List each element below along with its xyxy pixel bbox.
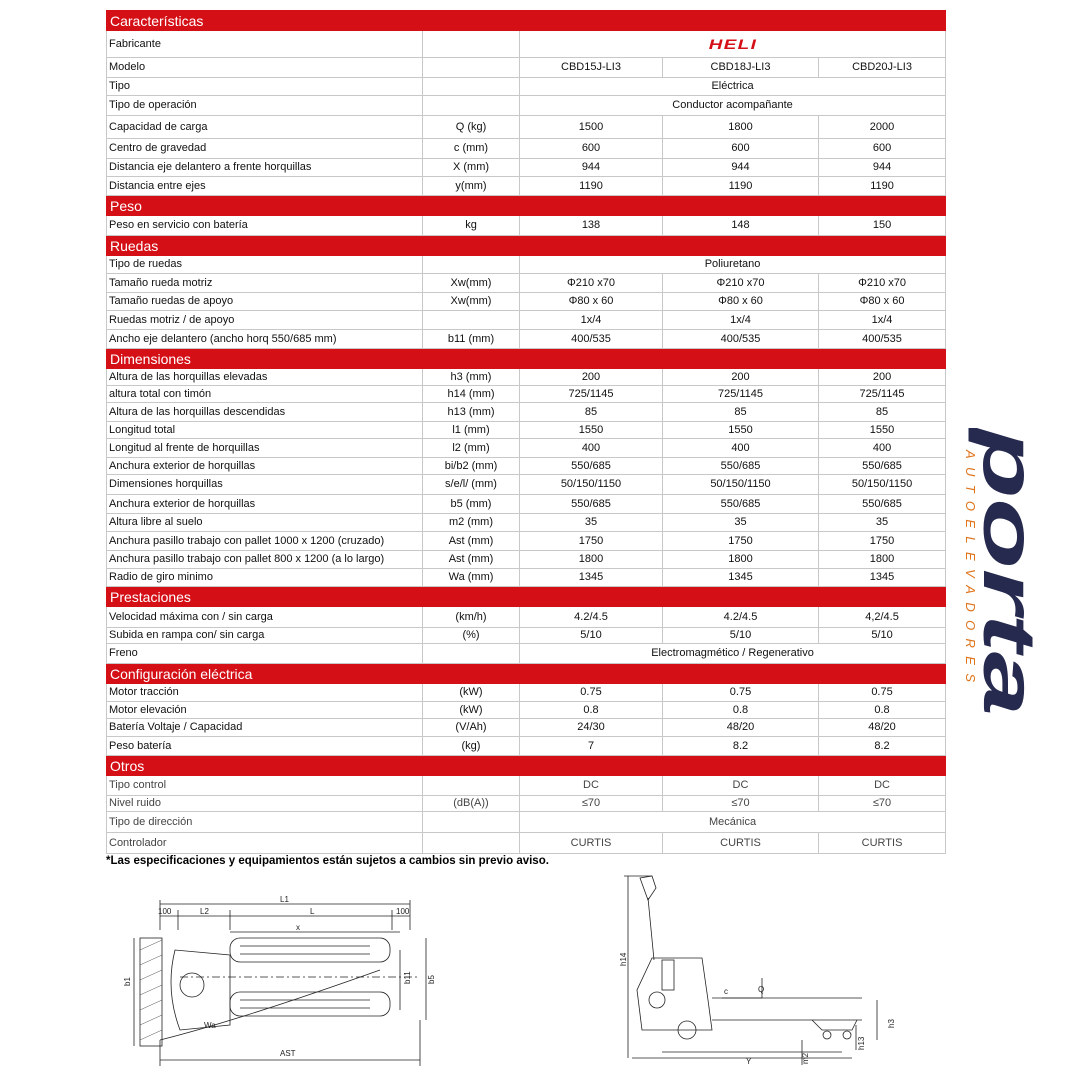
section-header — [107, 349, 946, 369]
row-value: 400 — [663, 439, 819, 458]
row-value: 0.8 — [819, 702, 946, 719]
row-label: Controlador — [107, 833, 423, 854]
section-title: Características — [107, 11, 946, 31]
dim-c: c — [724, 987, 728, 996]
row-value: 4.2/4.5 — [520, 607, 663, 628]
section-header — [107, 236, 946, 256]
row-unit: s/e/l/ (mm) — [423, 475, 520, 495]
dim-b1: b1 — [123, 977, 132, 986]
row-label: Subida en rampa con/ sin carga — [107, 628, 423, 644]
row-value: 400 — [520, 439, 663, 458]
table-row — [107, 796, 946, 812]
row-value: 1550 — [663, 422, 819, 439]
side-view-drawing — [612, 870, 902, 1075]
row-value: 944 — [819, 159, 946, 177]
row-value: 4,2/4.5 — [819, 607, 946, 628]
row-value: 550/685 — [819, 458, 946, 475]
row-unit — [423, 311, 520, 330]
table-row — [107, 551, 946, 569]
dim-m2: m2 — [801, 1052, 810, 1064]
row-unit — [423, 31, 520, 58]
table-row — [107, 833, 946, 854]
table-row — [107, 458, 946, 475]
table-row — [107, 475, 946, 495]
dim-100b: 100 — [396, 907, 410, 916]
row-value: CURTIS — [819, 833, 946, 854]
row-value: 85 — [520, 403, 663, 422]
row-unit — [423, 58, 520, 78]
porta-brand-logo — [958, 428, 1038, 718]
row-label: Motor tracción — [107, 684, 423, 702]
section-header — [107, 196, 946, 216]
row-value: 1345 — [819, 569, 946, 587]
row-value: 148 — [663, 216, 819, 236]
table-row — [107, 256, 946, 274]
row-value-span: Conductor acompañante — [520, 96, 946, 116]
row-value: 600 — [520, 139, 663, 159]
dim-l1: L1 — [280, 895, 289, 904]
row-value: 35 — [520, 514, 663, 532]
row-value: CURTIS — [663, 833, 819, 854]
row-label: Distancia entre ejes — [107, 177, 423, 196]
row-value: 550/685 — [663, 495, 819, 514]
row-unit: Ast (mm) — [423, 551, 520, 569]
row-value: 550/685 — [819, 495, 946, 514]
row-value: 944 — [520, 159, 663, 177]
brand-name: porta — [968, 428, 1038, 613]
row-value: CBD20J-LI3 — [819, 58, 946, 78]
row-value: 944 — [663, 159, 819, 177]
row-value: CBD18J-LI3 — [663, 58, 819, 78]
row-label: Ruedas motriz / de apoyo — [107, 311, 423, 330]
row-unit: (kg) — [423, 737, 520, 756]
row-unit — [423, 644, 520, 664]
table-row — [107, 311, 946, 330]
row-value: 138 — [520, 216, 663, 236]
row-value: DC — [663, 776, 819, 796]
row-unit: kg — [423, 216, 520, 236]
row-unit — [423, 776, 520, 796]
dim-h14: h14 — [619, 952, 628, 966]
row-value: 4.2/4.5 — [663, 607, 819, 628]
table-row — [107, 495, 946, 514]
row-label: Tipo de ruedas — [107, 256, 423, 274]
row-label: Batería Voltaje / Capacidad — [107, 719, 423, 737]
table-row — [107, 274, 946, 293]
row-label: Modelo — [107, 58, 423, 78]
row-value-span: Electromagmético / Regenerativo — [520, 644, 946, 664]
row-value: 50/150/1150 — [520, 475, 663, 495]
table-row — [107, 330, 946, 349]
row-label: Ancho eje delantero (ancho horq 550/685 mm) — [107, 330, 423, 349]
heli-logo: HELI — [708, 35, 757, 52]
row-value: 150 — [819, 216, 946, 236]
row-value: 400/535 — [663, 330, 819, 349]
row-label: Tipo control — [107, 776, 423, 796]
row-value-span: Poliuretano — [520, 256, 946, 274]
row-label: Nivel ruido — [107, 796, 423, 812]
row-value: 7 — [520, 737, 663, 756]
row-value: 1190 — [663, 177, 819, 196]
row-value: 1190 — [819, 177, 946, 196]
row-label: Centro de gravedad — [107, 139, 423, 159]
table-row — [107, 177, 946, 196]
row-value: Φ80 x 60 — [520, 293, 663, 311]
row-unit: Q (kg) — [423, 116, 520, 139]
manufacturer-cell — [520, 31, 946, 58]
row-unit: c (mm) — [423, 139, 520, 159]
section-title: Dimensiones — [107, 349, 946, 369]
row-value: 1800 — [663, 116, 819, 139]
row-value: 48/20 — [663, 719, 819, 737]
row-unit: b5 (mm) — [423, 495, 520, 514]
row-label: Tipo de operación — [107, 96, 423, 116]
row-value: 50/150/1150 — [819, 475, 946, 495]
row-value: ≤70 — [663, 796, 819, 812]
row-value: 1x/4 — [520, 311, 663, 330]
row-value: 1800 — [819, 551, 946, 569]
table-row — [107, 702, 946, 719]
section-title: Peso — [107, 196, 946, 216]
dim-x: x — [296, 923, 300, 932]
row-value: 200 — [663, 369, 819, 386]
row-value: 50/150/1150 — [663, 475, 819, 495]
section-title: Configuración eléctrica — [107, 664, 946, 684]
row-unit: (V/Ah) — [423, 719, 520, 737]
row-value: 35 — [663, 514, 819, 532]
row-label: Tipo de dirección — [107, 812, 423, 833]
row-label: Altura libre al suelo — [107, 514, 423, 532]
row-value: DC — [520, 776, 663, 796]
row-value: 725/1145 — [663, 386, 819, 403]
table-row — [107, 96, 946, 116]
row-unit: X (mm) — [423, 159, 520, 177]
brand-tagline: AUTOELEVADORES — [963, 450, 978, 682]
section-header — [107, 587, 946, 607]
row-value: 725/1145 — [520, 386, 663, 403]
table-row — [107, 439, 946, 458]
row-value: 400/535 — [520, 330, 663, 349]
row-label: Tipo — [107, 78, 423, 96]
row-unit: Wa (mm) — [423, 569, 520, 587]
row-value: Φ210 x70 — [819, 274, 946, 293]
row-label: Radio de giro minimo — [107, 569, 423, 587]
row-label: Dimensiones horquillas — [107, 475, 423, 495]
spec-table — [106, 10, 946, 854]
table-row — [107, 737, 946, 756]
row-unit: Xw(mm) — [423, 293, 520, 311]
table-row — [107, 569, 946, 587]
table-row — [107, 403, 946, 422]
row-label: Anchura exterior de horquillas — [107, 458, 423, 475]
row-value: 1345 — [663, 569, 819, 587]
row-value: Φ210 x70 — [520, 274, 663, 293]
row-label: Altura de las horquillas descendidas — [107, 403, 423, 422]
row-value: 35 — [819, 514, 946, 532]
top-view-drawing — [120, 890, 450, 1070]
row-unit: l1 (mm) — [423, 422, 520, 439]
dim-h3: h3 — [887, 1019, 896, 1028]
table-row — [107, 644, 946, 664]
row-unit: (km/h) — [423, 607, 520, 628]
table-row — [107, 293, 946, 311]
dim-l2: L2 — [200, 907, 209, 916]
row-value: 1x/4 — [663, 311, 819, 330]
row-value: 0.8 — [520, 702, 663, 719]
row-label: Motor elevación — [107, 702, 423, 719]
row-value: Φ80 x 60 — [663, 293, 819, 311]
row-unit: (kW) — [423, 684, 520, 702]
row-label: Capacidad de carga — [107, 116, 423, 139]
row-value: Φ210 x70 — [663, 274, 819, 293]
row-label: Anchura pasillo trabajo con pallet 1000 x 1200 (cruzado) — [107, 532, 423, 551]
row-value: 725/1145 — [819, 386, 946, 403]
row-unit: (kW) — [423, 702, 520, 719]
row-unit: Xw(mm) — [423, 274, 520, 293]
row-unit: m2 (mm) — [423, 514, 520, 532]
table-row — [107, 422, 946, 439]
row-value: 5/10 — [819, 628, 946, 644]
row-value: 1550 — [819, 422, 946, 439]
row-unit: (dB(A)) — [423, 796, 520, 812]
row-unit: h13 (mm) — [423, 403, 520, 422]
dim-ast: AST — [280, 1049, 296, 1058]
table-row — [107, 684, 946, 702]
table-row — [107, 532, 946, 551]
row-value: 85 — [819, 403, 946, 422]
row-unit: bi/b2 (mm) — [423, 458, 520, 475]
row-label: Anchura exterior de horquillas — [107, 495, 423, 514]
section-header — [107, 756, 946, 776]
row-unit: h14 (mm) — [423, 386, 520, 403]
row-value: 48/20 — [819, 719, 946, 737]
row-value: 200 — [520, 369, 663, 386]
row-label: Anchura pasillo trabajo con pallet 800 x 1200 (a lo largo) — [107, 551, 423, 569]
row-value: 1800 — [663, 551, 819, 569]
row-value: ≤70 — [520, 796, 663, 812]
row-value: CBD15J-LI3 — [520, 58, 663, 78]
table-row — [107, 719, 946, 737]
row-value: 1190 — [520, 177, 663, 196]
row-value-span: Eléctrica — [520, 78, 946, 96]
disclaimer-note: *Las especificaciones y equipamientos están sujetos a cambios sin previo aviso. — [106, 855, 549, 867]
row-value: 85 — [663, 403, 819, 422]
row-value: 400 — [819, 439, 946, 458]
row-value: 1x/4 — [819, 311, 946, 330]
row-label: Tamaño ruedas de apoyo — [107, 293, 423, 311]
row-value: 24/30 — [520, 719, 663, 737]
row-label: Freno — [107, 644, 423, 664]
table-row — [107, 607, 946, 628]
table-row — [107, 369, 946, 386]
row-value: 1750 — [663, 532, 819, 551]
row-unit — [423, 256, 520, 274]
row-value: 550/685 — [663, 458, 819, 475]
row-label: Peso batería — [107, 737, 423, 756]
dim-q: Q — [758, 985, 765, 994]
row-value: Φ80 x 60 — [819, 293, 946, 311]
table-row — [107, 514, 946, 532]
row-label: Tamaño rueda motriz — [107, 274, 423, 293]
row-label: Longitud al frente de horquillas — [107, 439, 423, 458]
dim-l: L — [310, 907, 315, 916]
row-unit: b11 (mm) — [423, 330, 520, 349]
table-row — [107, 628, 946, 644]
table-row — [107, 776, 946, 796]
row-value: 0.8 — [663, 702, 819, 719]
table-row — [107, 58, 946, 78]
dim-y: Y — [746, 1057, 752, 1066]
dim-b5: b5 — [427, 975, 436, 984]
row-label: Velocidad máxima con / sin carga — [107, 607, 423, 628]
row-value: 600 — [663, 139, 819, 159]
section-header — [107, 664, 946, 684]
row-value: 2000 — [819, 116, 946, 139]
row-value: 600 — [819, 139, 946, 159]
row-label: Distancia eje delantero a frente horquillas — [107, 159, 423, 177]
table-row — [107, 116, 946, 139]
dim-wa: Wa — [204, 1021, 216, 1030]
row-label: Longitud total — [107, 422, 423, 439]
row-value: 0.75 — [663, 684, 819, 702]
row-label: Fabricante — [107, 31, 423, 58]
dim-b11: b11 — [403, 971, 412, 984]
row-value: 1345 — [520, 569, 663, 587]
section-title: Prestaciones — [107, 587, 946, 607]
row-unit: (%) — [423, 628, 520, 644]
table-row — [107, 812, 946, 833]
row-unit: h3 (mm) — [423, 369, 520, 386]
table-row — [107, 139, 946, 159]
dim-h13: h13 — [857, 1036, 866, 1050]
row-unit — [423, 96, 520, 116]
section-header — [107, 11, 946, 31]
row-value: 200 — [819, 369, 946, 386]
row-value: 8.2 — [663, 737, 819, 756]
table-row — [107, 216, 946, 236]
table-row — [107, 159, 946, 177]
row-value: 1750 — [819, 532, 946, 551]
table-row — [107, 31, 946, 58]
row-unit — [423, 833, 520, 854]
section-title: Otros — [107, 756, 946, 776]
row-value: 550/685 — [520, 495, 663, 514]
row-value: 8.2 — [819, 737, 946, 756]
row-value-span: Mecánica — [520, 812, 946, 833]
dim-100a: 100 — [158, 907, 172, 916]
row-unit: Ast (mm) — [423, 532, 520, 551]
row-label: Altura de las horquillas elevadas — [107, 369, 423, 386]
row-label: altura total con timón — [107, 386, 423, 403]
row-value: 0.75 — [819, 684, 946, 702]
row-value: 0.75 — [520, 684, 663, 702]
row-unit: y(mm) — [423, 177, 520, 196]
table-row — [107, 78, 946, 96]
row-value: 1550 — [520, 422, 663, 439]
row-value: DC — [819, 776, 946, 796]
section-title: Ruedas — [107, 236, 946, 256]
row-value: 1750 — [520, 532, 663, 551]
row-value: CURTIS — [520, 833, 663, 854]
row-value: 1800 — [520, 551, 663, 569]
row-label: Peso en servicio con batería — [107, 216, 423, 236]
row-value: 400/535 — [819, 330, 946, 349]
row-unit — [423, 78, 520, 96]
row-value: 5/10 — [520, 628, 663, 644]
row-value: 5/10 — [663, 628, 819, 644]
row-value: ≤70 — [819, 796, 946, 812]
row-value: 550/685 — [520, 458, 663, 475]
row-value: 1500 — [520, 116, 663, 139]
row-unit: l2 (mm) — [423, 439, 520, 458]
table-row — [107, 386, 946, 403]
row-unit — [423, 812, 520, 833]
